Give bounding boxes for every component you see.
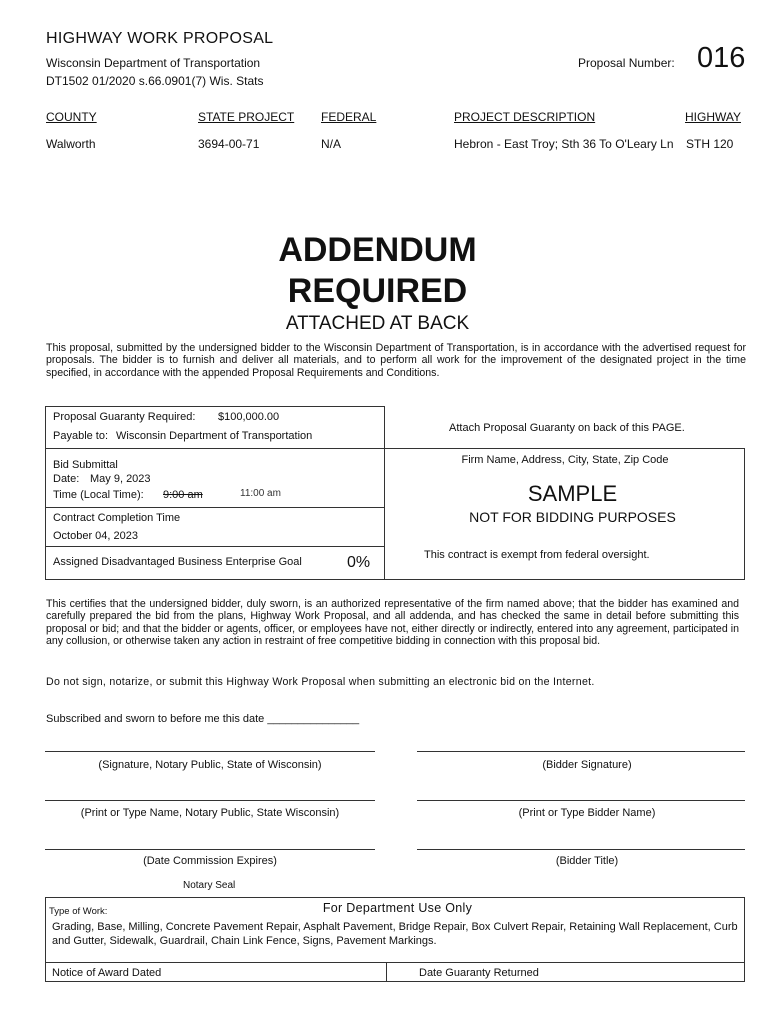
federal-header: FEDERAL — [321, 110, 377, 124]
dbe-goal-value: 0% — [347, 554, 371, 571]
bidder-name-line — [417, 800, 745, 801]
project-description-header: PROJECT DESCRIPTION — [454, 110, 596, 124]
project-description-value: Hebron - East Troy; Sth 36 To O'Leary Ln — [454, 137, 674, 151]
notary-name-caption: (Print or Type Name, Notary Public, State Wisconsin) — [80, 807, 340, 819]
date-guaranty-returned-label: Date Guaranty Returned — [419, 967, 539, 979]
type-of-work-value: Grading, Base, Milling, Concrete Pavement Repair, Asphalt Pavement, Bridge Repair, Box Culvert Repair, Retaining Wall Replacement, Curb and Gutter, Sidewalk, Guardrail, Chain Link Fence, Signs, Pavement Markings. — [52, 921, 738, 947]
attached-at-back: ATTACHED AT BACK — [285, 313, 470, 334]
bid-date-label: Date: — [53, 473, 80, 485]
addendum-title: ADDENDUM — [278, 231, 477, 269]
state-project-header: STATE PROJECT — [198, 110, 295, 124]
department-use-title: For Department Use Only — [322, 901, 473, 915]
bid-divider — [45, 507, 385, 508]
sample-label: SAMPLE — [527, 481, 618, 506]
payable-to: Wisconsin Department of Transportation — [116, 430, 313, 442]
dbe-goal-label: Assigned Disadvantaged Business Enterprise Goal — [53, 556, 302, 568]
county-value: Walworth — [46, 137, 96, 151]
completion-date: October 04, 2023 — [53, 530, 139, 542]
commission-line — [45, 849, 375, 850]
county-header: COUNTY — [46, 110, 97, 124]
highway-header: HIGHWAY — [685, 110, 741, 124]
commission-caption: (Date Commission Expires) — [143, 855, 277, 867]
exempt-note: This contract is exempt from federal oversight. — [424, 549, 650, 561]
payable-label: Payable to: — [53, 430, 109, 442]
attach-guaranty-note: Attach Proposal Guaranty on back of this PAGE. — [449, 422, 685, 434]
bidder-name-caption: (Print or Type Bidder Name) — [518, 807, 656, 819]
guaranty-required-label: Proposal Guaranty Required: — [53, 411, 196, 423]
bidder-title-caption: (Bidder Title) — [555, 855, 619, 867]
bid-time-original: 9:00 am — [163, 489, 203, 501]
type-of-work-label: Type of Work: — [49, 906, 108, 917]
bid-submittal-label: Bid Submittal — [53, 459, 118, 471]
bidder-title-line — [417, 849, 745, 850]
not-for-bidding-label: NOT FOR BIDDING PURPOSES — [469, 509, 676, 525]
completion-divider — [45, 546, 385, 547]
notary-signature-caption: (Signature, Notary Public, State of Wisconsin) — [98, 759, 322, 771]
federal-value: N/A — [321, 137, 342, 151]
notice-of-award-label: Notice of Award Dated — [52, 967, 162, 979]
form-code: DT1502 01/2020 s.66.0901(7) Wis. Stats — [46, 74, 264, 88]
proposal-number-label: Proposal Number: — [578, 56, 675, 70]
form-title: HIGHWAY WORK PROPOSAL — [46, 30, 274, 47]
electronic-bid-note: Do not sign, notarize, or submit this Highway Work Proposal when submitting an electronic bid on the Internet. — [46, 676, 595, 688]
highway-value: STH 120 — [686, 137, 734, 151]
proposal-number: 016 — [697, 42, 746, 74]
bid-time-label: Time (Local Time): — [53, 489, 144, 501]
bidder-signature-caption: (Bidder Signature) — [542, 759, 632, 771]
agency-name: Wisconsin Department of Transportation — [46, 56, 261, 70]
required-title: REQUIRED — [287, 272, 468, 310]
notary-signature-line — [45, 751, 375, 752]
department-use-split — [386, 962, 387, 982]
department-use-divider — [45, 962, 745, 963]
bid-date: May 9, 2023 — [90, 473, 151, 485]
subscribed-line: Subscribed and sworn to before me this date _______________ — [46, 713, 360, 725]
notary-seal-label: Notary Seal — [183, 880, 236, 891]
firm-name-label: Firm Name, Address, City, State, Zip Code — [461, 454, 669, 466]
guaranty-amount: $100,000.00 — [218, 411, 280, 423]
intro-paragraph: This proposal, submitted by the undersigned bidder to the Wisconsin Department of Transportation, is in accordance with the advertised request for proposals. The bidder is to furnish and deliver all materials, and to perform all work for the improvement of the designated project in the time specified, in accordance with the appended Proposal Requirements and Conditions. — [46, 342, 746, 379]
notary-name-line — [45, 800, 375, 801]
bid-time-revised: 11:00 am — [240, 488, 281, 499]
bidder-signature-line — [417, 751, 745, 752]
state-project-value: 3694-00-71 — [198, 137, 260, 151]
certification-paragraph: This certifies that the undersigned bidder, duly sworn, is an authorized representative of the firm named above; that the bidder has examined and carefully prepared the bid from the plans, Highway Work Proposal, and all addenda, and has checked the same in detail before submitting this proposal or bid; and that the bidder or agents, officer, or employees have not, either directly or indirectly, entered into any agreement, participated in any collusion, or otherwise taken any action in restraint of free competitive bidding in connection with this proposal bid. — [46, 598, 739, 648]
completion-label: Contract Completion Time — [53, 512, 181, 524]
